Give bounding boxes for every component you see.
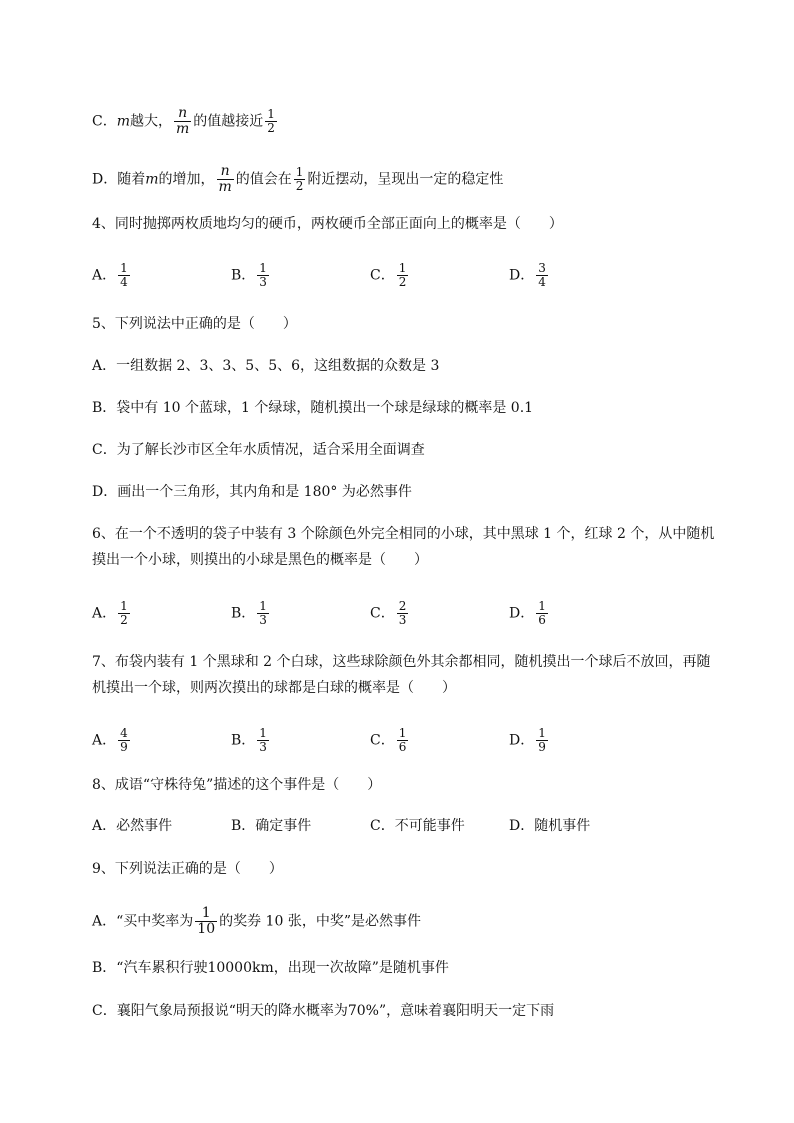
numerator: n [178,105,188,121]
q9-option-b: B．“汽车累积行驶10000km，出现一次故障”是随机事件 [92,960,449,976]
option-label: C． [92,113,117,130]
q8-option-d: D．随机事件 [509,818,591,834]
numerator: 3 [538,261,546,275]
q6-option-d [509,600,550,627]
q4-option-a [92,262,132,289]
numerator: 4 [120,726,128,740]
numerator: 1 [201,905,211,921]
q6-option-a [92,600,132,627]
option-label: C． [370,605,395,622]
q8-option-b: B．确定事件 [231,818,312,834]
denominator: 4 [538,275,546,289]
denominator: 2 [267,121,275,135]
fraction [118,262,130,289]
fraction [118,727,130,754]
option-label: B． [231,267,256,284]
q5-option-b: B．袋中有 10 个蓝球，1 个绿球，随机摸出一个球是绿球的概率是 0.1 [92,400,534,416]
denominator: 6 [398,740,407,754]
q9-option-c: C．襄阳气象局预报说“明天的降水概率为70%”，意味着襄阳明天一定下雨 [92,1003,555,1019]
q7-stem-line1: 7、布袋内装有 1 个黑球和 2 个白球，这些球除颜色外其余都相同，随机摸出一个球后不放回，再随 [92,654,711,670]
numerator: 1 [259,726,267,740]
denominator: 4 [120,275,128,289]
q6-option-b [231,600,271,627]
denominator: 3 [259,613,267,627]
numerator: 1 [120,599,128,613]
option-label: C． [370,732,395,749]
option-label: D． [509,267,535,284]
numerator: 1 [398,726,407,740]
q8-option-a: A．必然事件 [92,818,173,834]
fraction-one-half [265,108,277,135]
numerator: 1 [538,726,546,740]
fraction [257,262,269,289]
denominator: 2 [398,275,407,289]
q4-stem: 4、同时抛掷两枚质地均匀的硬币，两枚硬币全部正面向上的概率是（ ） [92,216,563,232]
denominator: 9 [120,740,128,754]
option-label: B． [231,732,256,749]
q6-option-c [370,600,410,627]
q8-option-c: C．不可能事件 [370,818,465,834]
denominator: 9 [538,740,546,754]
denominator: 2 [120,613,128,627]
option-text: 的奖券 10 张，中奖”是必然事件 [219,913,421,930]
denominator: 2 [295,179,304,193]
variable-m: m [145,171,159,188]
numerator: 1 [259,261,267,275]
fraction [257,727,269,754]
q4-option-d [509,262,550,289]
q3-option-d [92,164,503,195]
option-label: A． [92,605,117,622]
q5-stem: 5、下列说法中正确的是（ ） [92,316,297,332]
fraction-n-over-m [174,106,191,137]
text: 越大， [130,113,172,130]
numerator: 1 [259,599,267,613]
q4-option-b [231,262,271,289]
fraction [536,727,548,754]
fraction [397,262,409,289]
fraction-one-half [294,166,306,193]
fraction-one-tenth [195,906,217,937]
numerator: 1 [120,261,128,275]
q7-option-d [509,727,550,754]
q9-stem: 9、下列说法正确的是（ ） [92,861,283,877]
q7-stem-line2: 机摸出一个球，则两次摸出的球都是白球的概率是（ ） [92,680,456,696]
option-text: A．“买中奖率为 [92,913,194,930]
numerator: 2 [398,599,407,613]
option-label: B． [231,605,256,622]
q7-option-a [92,727,132,754]
numerator: 1 [267,107,275,121]
q7-option-c [370,727,410,754]
q8-stem: 8、成语“守株待兔”描述的这个事件是（ ） [92,777,382,793]
numerator: 1 [538,599,546,613]
q6-stem-line1: 6、在一个不透明的袋子中装有 3 个除颜色外完全相同的小球，其中黑球 1 个，红球 2 个，从中随机 [92,526,715,542]
numerator: n [220,163,230,179]
fraction [397,600,409,627]
q9-option-a [92,906,421,937]
denominator: 3 [259,740,267,754]
q7-option-b [231,727,271,754]
option-label: A． [92,732,117,749]
q4-option-c [370,262,410,289]
q5-option-c: C．为了解长沙市区全年水质情况，适合采用全面调查 [92,442,425,458]
denominator: 10 [197,921,216,937]
fraction [536,600,548,627]
denominator: m [176,121,190,137]
text: 的增加， [158,171,215,188]
fraction [397,727,409,754]
text: 的值会在 [235,171,292,188]
numerator: 1 [295,165,304,179]
option-label: D．随着 [92,171,146,188]
denominator: 3 [398,613,407,627]
text: 附近摆动，呈现出一定的稳定性 [307,171,504,188]
q5-option-d: D．画出一个三角形，其内角和是 180° 为必然事件 [92,484,412,500]
fraction-n-over-m [217,164,234,195]
option-label: C． [370,267,395,284]
option-label: D． [509,732,535,749]
fraction [257,600,269,627]
numerator: 1 [398,261,407,275]
denominator: 3 [259,275,267,289]
q5-option-a: A．一组数据 2、3、3、5、5、6，这组数据的众数是 3 [92,358,440,374]
variable-m: m [116,113,130,130]
text: 的值越接近 [193,113,264,130]
option-label: A． [92,267,117,284]
fraction [536,262,548,289]
fraction [118,600,130,627]
option-label: D． [509,605,535,622]
denominator: m [218,179,232,195]
q3-option-c [92,106,279,137]
denominator: 6 [538,613,546,627]
q6-stem-line2: 摸出一个小球，则摸出的小球是黑色的概率是（ ） [92,552,428,568]
